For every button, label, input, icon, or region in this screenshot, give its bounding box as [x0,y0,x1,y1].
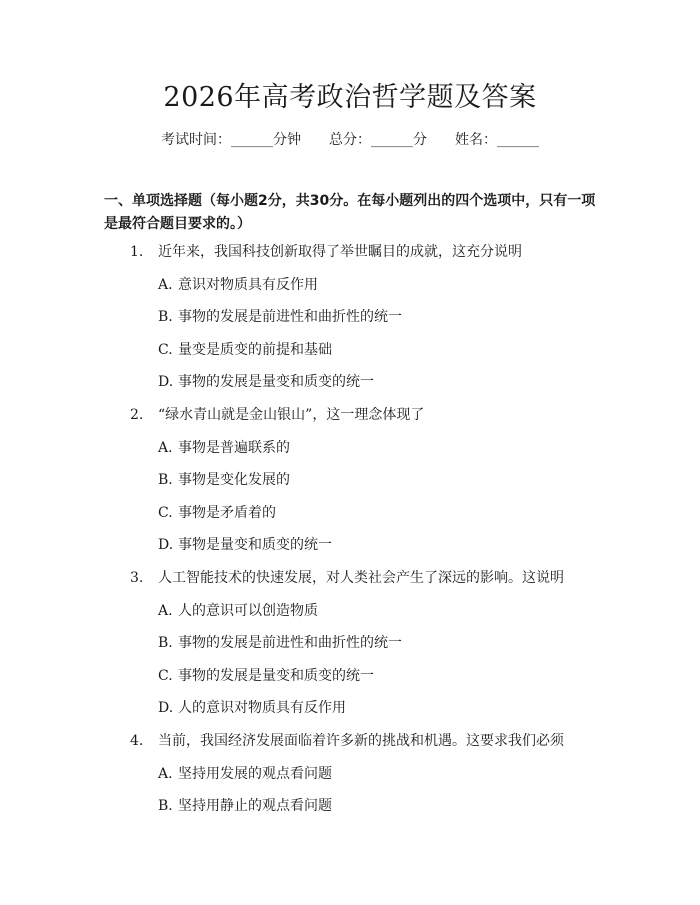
option-text: 量变是质变的前提和基础 [178,341,332,358]
option-letter: C. [158,341,173,358]
exam-info-row [0,130,700,150]
question-text: “绿水青山就是金山银山”，这一理念体现了 [158,406,425,423]
question-text: 人工智能技术的快速发展，对人类社会产生了深远的影响。这说明 [158,569,564,586]
option-text: 坚持用静止的观点看问题 [178,798,332,815]
option-letter: A. [158,439,173,456]
option-letter: D. [158,537,174,554]
question-stem [0,568,700,601]
question-list [0,242,700,829]
answer-option [0,633,700,666]
option-text: 事物的发展是量变和质变的统一 [178,667,374,684]
option-text: 事物的发展是前进性和曲折性的统一 [178,635,402,652]
question-number: 3. [130,569,144,586]
option-text: 意识对物质具有反作用 [178,276,318,293]
option-text: 人的意识对物质具有反作用 [178,700,346,717]
total-score-field: 总分：______分 [329,132,427,148]
option-text: 坚持用发展的观点看问题 [178,765,332,782]
answer-option [0,666,700,699]
option-text: 事物是变化发展的 [178,472,290,489]
option-letter: A. [158,765,173,782]
answer-option [0,438,700,471]
answer-option [0,372,700,405]
answer-option [0,698,700,731]
option-text: 事物的发展是前进性和曲折性的统一 [178,309,402,326]
question-text: 当前，我国经济发展面临着许多新的挑战和机遇。这要求我们必须 [158,732,564,749]
option-letter: D. [158,374,174,391]
answer-option [0,535,700,568]
name-field: 姓名：______ [455,132,539,148]
option-text: 人的意识可以创造物质 [178,602,318,619]
option-letter: A. [158,602,173,619]
option-letter: B. [158,635,173,652]
answer-option [0,601,700,634]
question-text: 近年来，我国科技创新取得了举世瞩目的成就，这充分说明 [158,244,522,260]
option-letter: C. [158,667,173,684]
question-number: 2. [130,406,144,423]
option-letter: B. [158,309,173,326]
section-heading: 一、单项选择题（每小题2分，共30分。在每小题列出的四个选项中，只有一项是最符合题目要求的。） [104,193,596,232]
exam-title: 2026年高考政治哲学题及答案 [163,82,537,113]
option-letter: D. [158,700,174,717]
option-text: 事物是普遍联系的 [178,439,290,456]
option-text: 事物是矛盾着的 [178,504,276,521]
question-stem [0,405,700,438]
answer-option [0,764,700,797]
answer-option [0,503,700,536]
option-letter: B. [158,472,173,489]
question-stem [0,731,700,764]
question-stem [0,242,700,275]
answer-option [0,275,700,308]
option-letter: C. [158,504,173,521]
option-letter: A. [158,276,173,293]
answer-option [0,470,700,503]
option-letter: B. [158,798,173,815]
question-number: 4. [130,732,144,749]
option-text: 事物的发展是量变和质变的统一 [178,374,374,391]
option-text: 事物是量变和质变的统一 [178,537,332,554]
exam-time-field: 考试时间：______分钟 [161,132,301,148]
answer-option [0,796,700,829]
question-number: 1. [130,244,144,260]
answer-option [0,340,700,373]
answer-option [0,307,700,340]
